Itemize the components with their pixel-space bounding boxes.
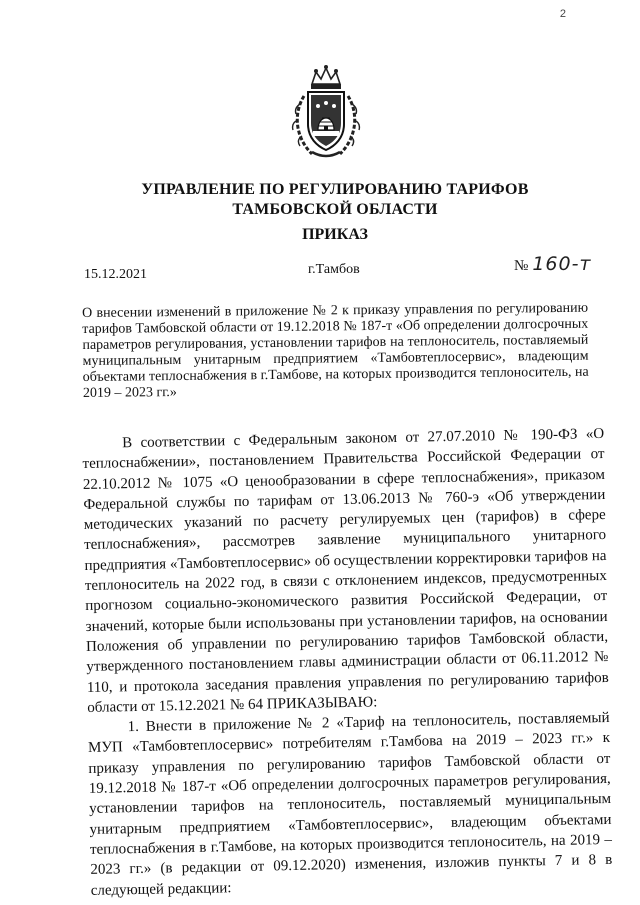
order-subject: О внесении изменений в приложение № 2 к приказу управления по регулированию тарифов Тамбовской области от 19.12.2018 № 187-т «Об определении долгосрочных параметров регулирования, установлении тарифов на теплоноситель, поставляемый муниципальным унитарным предприятием «Тамбовтеплосервис», владеющим объектами теплоснабжения в г.Тамбове, на которых производится теплоноситель, на 2019 – 2023 гг.» (82, 300, 589, 401)
document-type-title: ПРИКАЗ (302, 226, 368, 243)
page-corner-mark: 2 (559, 8, 566, 20)
preamble-paragraph: В соответствии с Федеральным законом от 27.07.2010 № 190-ФЗ «О теплоснабжении», постановлением Правительства Российской Федерации от 22.10.2012 № 1075 «О ценообразовании в сфере теплоснабжения», приказом Федеральной службы по тарифам от 13.06.2013 № 760-э «Об утверждении методических указаний по расчету регулируемых цен (тарифов) в сфере теплоснабжения», рассмотрев заявление муниципального унитарного предприятия «Тамбовтеплосервис» об осуществлении корректировки тарифов на теплоноситель на 2022 год, в связи с отклонением индексов, предусмотренных прогнозом социально-экономического развития Российской Федерации, от значений, которые были использованы при установлении тарифов, на основании Положения об управлении по регулированию тарифов Тамбовской области, утвержденного постановлением главы администрации области от 06.11.2012 № 110, и протокола заседания правления управления по регулированию тарифов области от 15.12.2021 № 64 ПРИКАЗЫВАЮ: (82, 425, 609, 716)
order-body (82, 424, 613, 901)
document-city: г.Тамбов (308, 262, 360, 277)
coat-of-arms-emblem-icon (290, 64, 362, 162)
issuing-authority (100, 180, 570, 220)
number-sign: № (514, 258, 529, 274)
document-date: 15.12.2021 (84, 267, 147, 282)
org-name-line-2: ТАМБОВСКОЙ ОБЛАСТИ (232, 201, 438, 218)
document-number (514, 253, 592, 275)
org-name-line-1: УПРАВЛЕНИЕ ПО РЕГУЛИРОВАНИЮ ТАРИФОВ (141, 181, 529, 198)
handwritten-number: 160-т (532, 253, 592, 275)
item-1-paragraph: 1. Внести в приложение № 2 «Тариф на теплоноситель, поставляемый МУП «Тамбовтеплосервис» потребителям г.Тамбова на 2019 – 2023 гг.» к приказу управления по регулированию тарифов Тамбовской области от 19.12.2018 № 187-т «Об определении долгосрочных параметров регулирования, установлении тарифов на теплоноситель, поставляемый муниципальным унитарным предприятием «Тамбовтеплосервис», владеющим объектами теплоснабжения в г.Тамбове, на которых производится теплоноситель, на 2019 – 2023 гг.» (в редакции от 09.12.2020) изменения, изложив пункты 7 и 8 в следующей редакции: (87, 710, 613, 899)
